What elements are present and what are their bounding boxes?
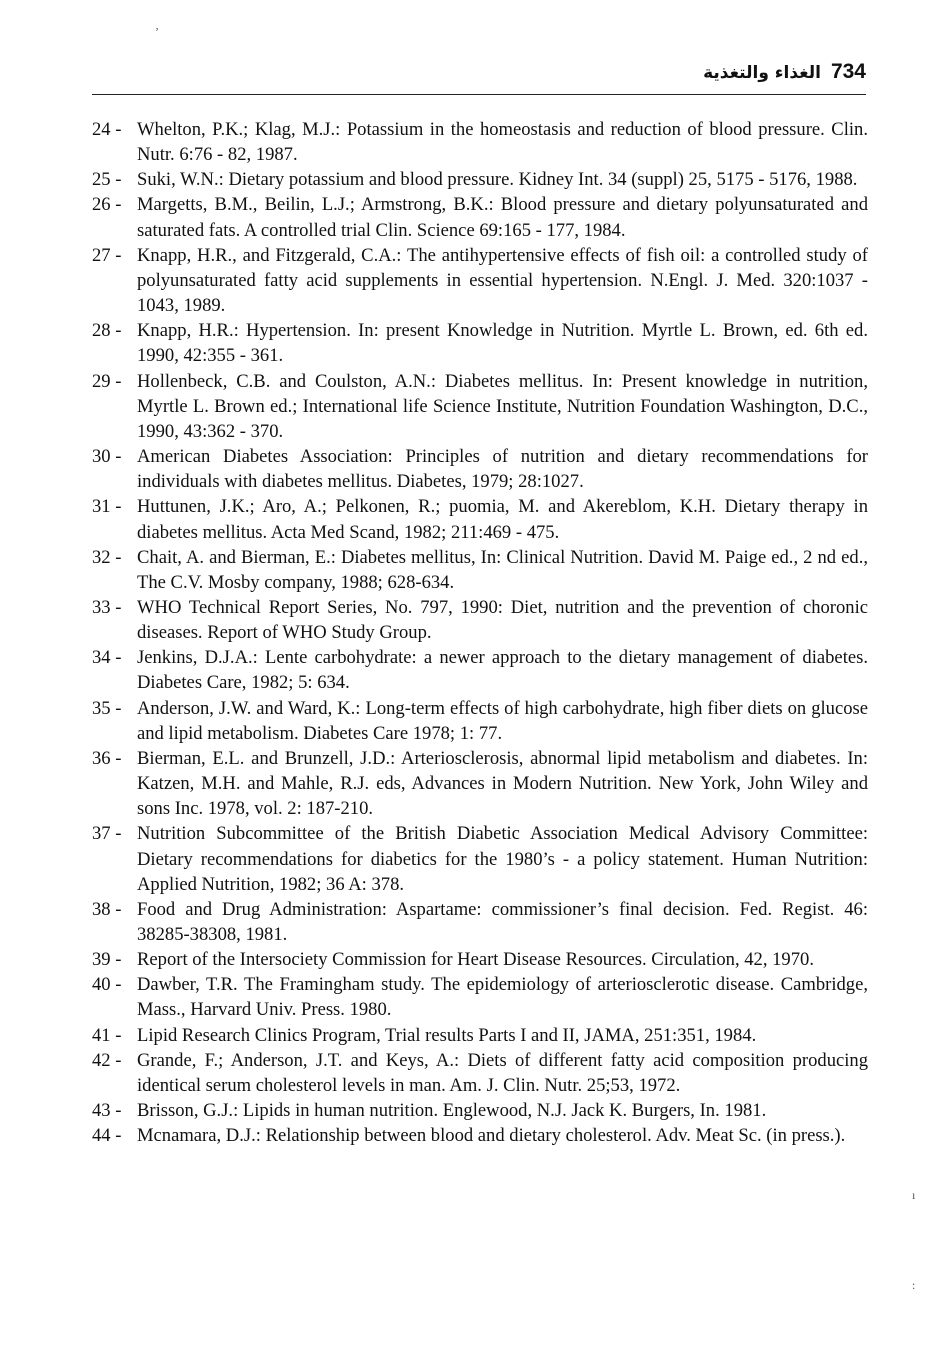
reference-item (92, 318, 872, 368)
running-title: الغذاء والتغذية (703, 63, 821, 83)
reference-number: 44 - (92, 1125, 122, 1147)
reference-text: Anderson, J.W. and Ward, K.: Long-term effects of high carbohydrate, high fiber diets on glucose and lipid metabolism. Diabetes Care 1978; 1: 77. (137, 697, 868, 744)
reference-item (92, 595, 872, 645)
reference-number: 32 - (92, 546, 122, 568)
reference-text: Mcnamara, D.J.: Relationship between blood and dietary cholesterol. Adv. Meat Sc. (in press.). (137, 1125, 846, 1147)
reference-item (92, 1048, 872, 1098)
reference-text: Food and Drug Administration: Aspartame: commissioner’s final decision. Fed. Regist. 46: 38285-38308, 1981. (137, 898, 868, 945)
reference-number: 40 - (92, 974, 122, 996)
scan-speck: ʼ (155, 25, 159, 39)
reference-item (92, 746, 872, 821)
reference-text: Suki, W.N.: Dietary potassium and blood pressure. Kidney Int. 34 (suppl) 25, 5175 - 5176, 1988. (137, 169, 858, 191)
reference-number: 35 - (92, 697, 122, 719)
reference-text: Whelton, P.K.; Klag, M.J.: Potassium in the homeostasis and reduction of blood pressure. Clin. Nutr. 6:76 - 82, 1987. (137, 119, 868, 166)
reference-item (92, 821, 872, 896)
reference-item (92, 117, 872, 167)
reference-item (92, 897, 872, 947)
reference-item (92, 1098, 872, 1123)
reference-number: 29 - (92, 370, 122, 392)
reference-item (92, 444, 872, 494)
reference-number: 37 - (92, 823, 122, 845)
reference-item (92, 1123, 872, 1148)
reference-text: Knapp, H.R.: Hypertension. In: present Knowledge in Nutrition. Myrtle L. Brown, ed. 6th ed. 1990, 42:355 - 361. (137, 320, 868, 367)
reference-text: Grande, F.; Anderson, J.T. and Keys, A.: Diets of different fatty acid composition producing identical serum cholesterol levels in man. Am. J. Clin. Nutr. 25;53, 1972. (137, 1049, 868, 1096)
header-inner (703, 60, 866, 84)
reference-number: 36 - (92, 747, 122, 769)
reference-number: 43 - (92, 1100, 122, 1122)
reference-number: 28 - (92, 320, 122, 342)
reference-item (92, 972, 872, 1022)
reference-text: Nutrition Subcommittee of the British Diabetic Association Medical Advisory Committee: Dietary recommendations for diabetics for the 1980’s - a policy statement. Human Nutrition: Applied Nutrition, 1982; 36 A: 378. (137, 823, 868, 895)
reference-number: 33 - (92, 596, 122, 618)
reference-text: Hollenbeck, C.B. and Coulston, A.N.: Diabetes mellitus. In: Present knowledge in nutrition, Myrtle L. Brown ed.; International life Science Institute, Nutrition Foundation Washington, D.C., 1990, 43:362 - 370. (137, 370, 868, 442)
page-header (92, 58, 866, 95)
reference-number: 41 - (92, 1024, 122, 1046)
reference-number: 31 - (92, 496, 122, 518)
reference-text: Margetts, B.M., Beilin, L.J.; Armstrong, B.K.: Blood pressure and dietary polyunsaturated and saturated fats. A controlled trial Clin. Science 69:165 - 177, 1984. (137, 194, 868, 241)
reference-text: Bierman, E.L. and Brunzell, J.D.: Arteriosclerosis, abnormal lipid metabolism and diabetes. In: Katzen, M.H. and Mahle, R.J. eds, Advances in Modern Nutrition. New York, John Wiley and sons Inc. 1978, vol. 2: 187-210. (137, 747, 868, 820)
reference-item (92, 545, 872, 595)
reference-item (92, 696, 872, 746)
scan-speck: : (912, 1278, 916, 1292)
reference-item (92, 369, 872, 444)
reference-item (92, 645, 872, 695)
reference-item (92, 167, 872, 192)
reference-text: WHO Technical Report Series, No. 797, 1990: Diet, nutrition and the prevention of choronic diseases. Report of WHO Study Group. (137, 596, 868, 644)
reference-number: 34 - (92, 647, 122, 669)
reference-text: Knapp, H.R., and Fitzgerald, C.A.: The antihypertensive effects of fish oil: a controlled study of polyunsaturated fatty acid supplements in essential hypertension. N.Engl. J. Med. 320:1037 - 1043, 1989. (137, 244, 868, 317)
reference-number: 24 - (92, 119, 122, 140)
reference-text: Chait, A. and Bierman, E.: Diabetes mellitus, In: Clinical Nutrition. David M. Paige ed., 2 nd ed., The C.V. Mosby company, 1988; 628-634. (137, 546, 868, 593)
reference-text: Huttunen, J.K.; Aro, A.; Pelkonen, R.; puomia, M. and Akereblom, K.H. Dietary therapy in diabetes mellitus. Acta Med Scand, 1982; 211:469 - 475. (137, 496, 868, 543)
reference-text: Brisson, G.J.: Lipids in human nutrition. Englewood, N.J. Jack K. Burgers, In. 1981. (137, 1100, 767, 1122)
reference-number: 26 - (92, 194, 122, 216)
reference-number: 42 - (92, 1049, 122, 1071)
reference-list (92, 117, 872, 1148)
scan-speck: ı (912, 1188, 916, 1202)
reference-item (92, 192, 872, 242)
reference-text: Lipid Research Clinics Program, Trial results Parts I and II, JAMA, 251:351, 1984. (137, 1024, 757, 1046)
reference-number: 25 - (92, 169, 122, 191)
reference-number: 30 - (92, 446, 122, 468)
reference-number: 27 - (92, 244, 122, 266)
reference-text: American Diabetes Association: Principles of nutrition and dietary recommendations for individuals with diabetes mellitus. Diabetes, 1979; 28:1027. (137, 446, 868, 493)
reference-number: 38 - (92, 898, 122, 920)
reference-item (92, 494, 872, 544)
reference-item (92, 243, 872, 318)
reference-number: 39 - (92, 949, 122, 971)
reference-text: Dawber, T.R. The Framingham study. The epidemiology of arteriosclerotic disease. Cambridge, Mass., Harvard Univ. Press. 1980. (137, 974, 868, 1021)
reference-item (92, 947, 872, 972)
reference-text: Jenkins, D.J.A.: Lente carbohydrate: a newer approach to the dietary management of diabetes. Diabetes Care, 1982; 5: 634. (137, 647, 868, 694)
reference-item (92, 1023, 872, 1048)
page-number: 734 (830, 60, 866, 83)
reference-text: Report of the Intersociety Commission for Heart Disease Resources. Circulation, 42, 1970. (137, 949, 814, 971)
